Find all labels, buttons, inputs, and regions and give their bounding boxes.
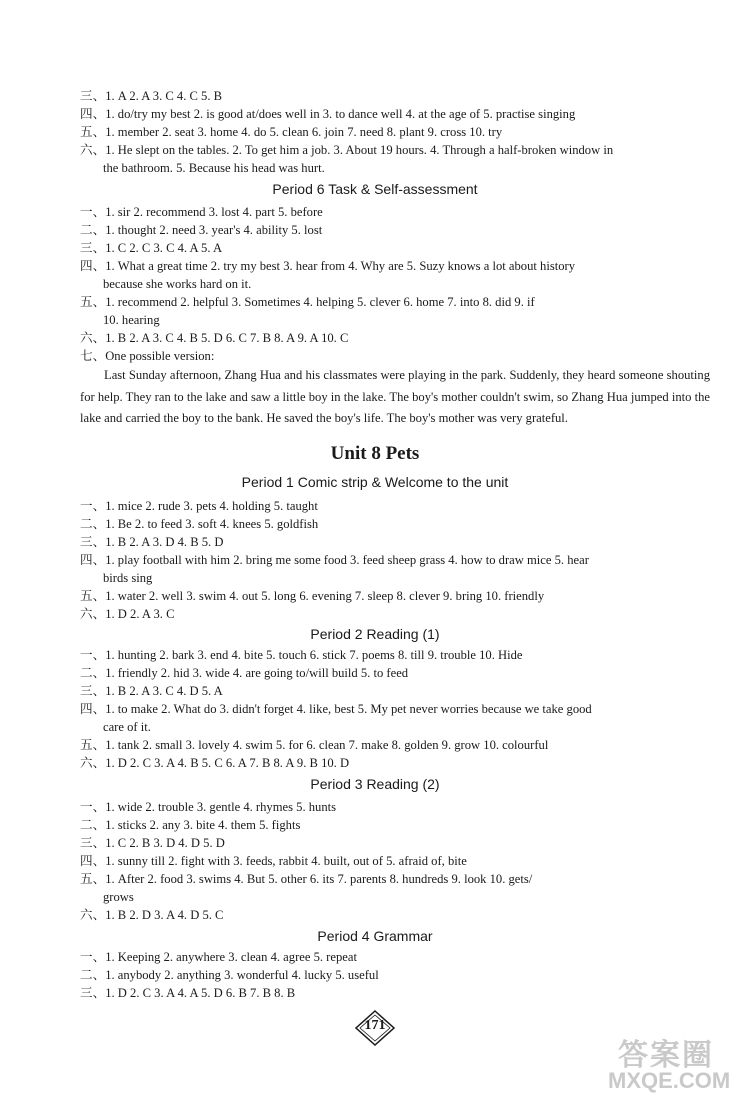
answer-line: 三、1. A 2. A 3. C 4. C 5. B bbox=[80, 89, 223, 103]
watermark-text-url: MXQE.COM bbox=[608, 1068, 731, 1093]
answer-line: 三、1. C 2. C 3. C 4. A 5. A bbox=[80, 241, 223, 255]
answer-line: 六、1. D 2. C 3. A 4. B 5. C 6. A 7. B 8. A 9. B 10. D bbox=[80, 756, 350, 770]
answer-line: 五、1. tank 2. small 3. lovely 4. swim 5. for 6. clean 7. make 8. golden 9. grow 10. colourful bbox=[80, 738, 549, 752]
watermark-logo bbox=[600, 1030, 750, 1097]
answer-line: 四、1. play football with him 2. bring me some food 3. feed sheep grass 4. how to draw mice 5. hear bbox=[80, 553, 589, 567]
answer-line: 四、1. to make 2. What do 3. didn't forget 4. like, best 5. My pet never worries because we take good bbox=[80, 702, 592, 716]
model-essay: Last Sunday afternoon, Zhang Hua and his classmates were playing in the park. Suddenly, they heard someone shouting for help. They ran to the lake and saw a little boy in the lake. The boy's mother couldn't swim, so Zhang Hua jumped into the lake and carried the boy to the bank. He saved the boy's life. The boy's mother was very grateful. bbox=[80, 368, 710, 425]
section-heading: Period 3 Reading (2) bbox=[310, 776, 440, 792]
page-number bbox=[355, 1010, 395, 1046]
answer-line: 五、1. water 2. well 3. swim 4. out 5. long 6. evening 7. sleep 8. clever 9. bring 10. friendly bbox=[80, 589, 545, 603]
answer-line: 四、1. do/try my best 2. is good at/does well in 3. to dance well 4. at the age of 5. practise singing bbox=[80, 107, 576, 121]
answer-line: 二、1. Be 2. to feed 3. soft 4. knees 5. goldfish bbox=[80, 517, 319, 531]
answer-line: 五、1. recommend 2. helpful 3. Sometimes 4. helping 5. clever 6. home 7. into 8. did 9. if bbox=[80, 295, 535, 309]
answer-line: 一、1. sir 2. recommend 3. lost 4. part 5. before bbox=[80, 205, 323, 219]
answer-line: 四、1. sunny till 2. fight with 3. feeds, rabbit 4. built, out of 5. afraid of, bite bbox=[80, 854, 467, 868]
answer-line: 一、1. hunting 2. bark 3. end 4. bite 5. touch 6. stick 7. poems 8. till 9. trouble 10. Hide bbox=[80, 648, 523, 662]
answer-line-continued: because she works hard on it. bbox=[103, 277, 252, 291]
answer-line: 六、1. B 2. A 3. C 4. B 5. D 6. C 7. B 8. A 9. A 10. C bbox=[80, 331, 349, 345]
answer-line-continued: care of it. bbox=[103, 720, 151, 734]
page-number-text: 171 bbox=[364, 1018, 386, 1033]
section-heading: Period 4 Grammar bbox=[317, 928, 433, 944]
answer-line-continued: birds sing bbox=[103, 571, 153, 585]
answer-line-continued: 10. hearing bbox=[103, 313, 160, 327]
answer-line: 三、1. B 2. A 3. C 4. D 5. A bbox=[80, 684, 223, 698]
answer-line-continued: grows bbox=[103, 890, 134, 904]
answer-line: 五、1. member 2. seat 3. home 4. do 5. clean 6. join 7. need 8. plant 9. cross 10. try bbox=[80, 125, 503, 139]
watermark-text-cn: 答案圈 bbox=[618, 1039, 714, 1072]
answer-line: 六、1. He slept on the tables. 2. To get him a job. 3. About 19 hours. 4. Through a half-broken window in bbox=[80, 143, 614, 157]
answer-line: 六、1. B 2. D 3. A 4. D 5. C bbox=[80, 908, 224, 922]
answer-line: 七、One possible version: bbox=[80, 349, 215, 363]
answer-line-continued: the bathroom. 5. Because his head was hurt. bbox=[103, 161, 325, 175]
answer-line: 六、1. D 2. A 3. C bbox=[80, 607, 175, 621]
answer-line: 一、1. mice 2. rude 3. pets 4. holding 5. taught bbox=[80, 499, 318, 513]
unit-title: Unit 8 Pets bbox=[330, 443, 420, 464]
answer-line: 三、1. B 2. A 3. D 4. B 5. D bbox=[80, 535, 224, 549]
answer-line: 三、1. D 2. C 3. A 4. A 5. D 6. B 7. B 8. B bbox=[80, 986, 296, 1000]
section-heading: Period 2 Reading (1) bbox=[310, 626, 440, 642]
section-heading: Period 1 Comic strip & Welcome to the unit bbox=[241, 474, 509, 490]
answer-line: 五、1. After 2. food 3. swims 4. But 5. other 6. its 7. parents 8. hundreds 9. look 10. gets/ bbox=[80, 872, 533, 886]
answer-line: 一、1. Keeping 2. anywhere 3. clean 4. agree 5. repeat bbox=[80, 950, 357, 964]
answer-line: 三、1. C 2. B 3. D 4. D 5. D bbox=[80, 836, 225, 850]
answer-line: 四、1. What a great time 2. try my best 3. hear from 4. Why are 5. Suzy knows a lot about history bbox=[80, 259, 576, 273]
answer-line: 一、1. wide 2. trouble 3. gentle 4. rhymes 5. hunts bbox=[80, 800, 337, 814]
section-heading: Period 6 Task & Self-assessment bbox=[272, 181, 478, 197]
answer-line: 二、1. anybody 2. anything 3. wonderful 4. lucky 5. useful bbox=[80, 968, 379, 982]
answer-line: 二、1. thought 2. need 3. year's 4. ability 5. lost bbox=[80, 223, 323, 237]
answer-line: 二、1. sticks 2. any 3. bite 4. them 5. fights bbox=[80, 818, 301, 832]
answer-line: 二、1. friendly 2. hid 3. wide 4. are going to/will build 5. to feed bbox=[80, 666, 409, 680]
